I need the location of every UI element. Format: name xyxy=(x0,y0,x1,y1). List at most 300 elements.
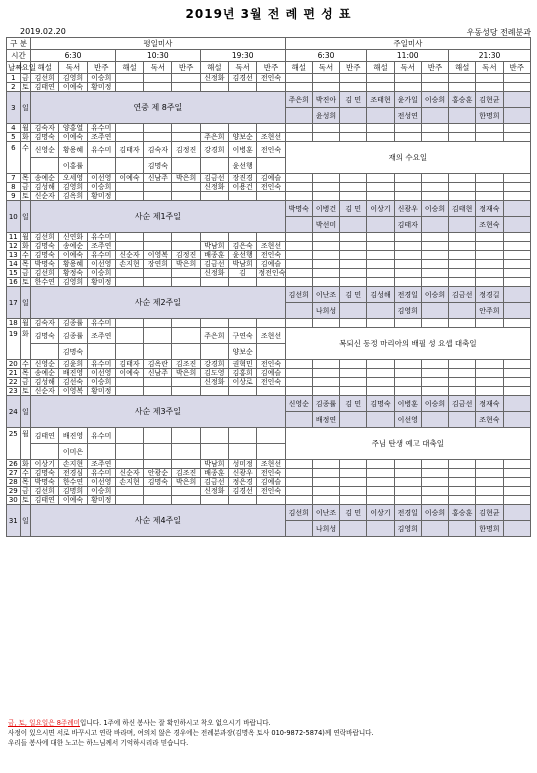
role-cell xyxy=(449,521,476,537)
role-cell xyxy=(421,369,448,378)
role-cell: 배종훈 xyxy=(200,469,228,478)
role-cell xyxy=(340,251,367,260)
role-cell xyxy=(367,74,394,83)
role-cell xyxy=(285,133,312,142)
role-cell xyxy=(285,496,312,505)
role-cell: 박은희 xyxy=(172,369,200,378)
role-cell: 신광우 xyxy=(394,201,421,217)
header-role: 반주 xyxy=(172,62,200,74)
role-cell xyxy=(421,83,448,92)
role-cell xyxy=(144,269,172,278)
role-cell: 신순자 xyxy=(31,387,59,396)
role-cell xyxy=(172,233,200,242)
role-cell xyxy=(503,201,530,217)
role-cell xyxy=(144,344,172,360)
day-number: 6 xyxy=(7,142,21,174)
schedule-row xyxy=(7,469,531,478)
role-cell xyxy=(503,217,530,233)
role-cell xyxy=(340,242,367,251)
role-cell xyxy=(449,369,476,378)
role-cell: 이예숙 xyxy=(59,251,87,260)
role-cell xyxy=(394,251,421,260)
role-cell: 윤가일 xyxy=(394,92,421,108)
role-cell: 손지현 xyxy=(115,260,143,269)
role-cell xyxy=(367,378,394,387)
role-cell xyxy=(172,387,200,396)
role-cell xyxy=(503,108,530,124)
role-cell: 양보순 xyxy=(229,344,257,360)
role-cell xyxy=(503,133,530,142)
day-number: 17 xyxy=(7,287,21,319)
role-cell xyxy=(340,469,367,478)
schedule-row xyxy=(7,174,531,183)
role-cell xyxy=(31,344,59,360)
day-number: 5 xyxy=(7,133,21,142)
role-cell xyxy=(115,183,143,192)
role-cell xyxy=(31,158,59,174)
role-cell xyxy=(312,260,339,269)
role-cell xyxy=(312,83,339,92)
role-cell: 김태자 xyxy=(394,217,421,233)
day-number: 29 xyxy=(7,487,21,496)
role-cell xyxy=(449,192,476,201)
role-cell xyxy=(200,387,228,396)
role-cell xyxy=(367,469,394,478)
role-cell xyxy=(449,251,476,260)
role-cell: 성미정 xyxy=(229,460,257,469)
role-cell xyxy=(115,387,143,396)
roles-row xyxy=(7,62,531,74)
role-cell xyxy=(394,192,421,201)
role-cell xyxy=(257,233,285,242)
role-cell: 전인숙 xyxy=(257,487,285,496)
role-cell: 김태연 xyxy=(31,83,59,92)
role-cell: 신남주 xyxy=(144,369,172,378)
role-cell xyxy=(394,83,421,92)
role-cell xyxy=(503,124,530,133)
header-role: 반주 xyxy=(87,62,115,74)
role-cell: 황정숙 xyxy=(59,269,87,278)
role-cell: 박남희 xyxy=(200,242,228,251)
note-line-1 xyxy=(8,718,533,728)
role-cell xyxy=(312,360,339,369)
role-cell: 조주연 xyxy=(87,460,115,469)
role-cell: 김태현 xyxy=(449,201,476,217)
schedule-row xyxy=(7,124,531,133)
role-cell: 김명숙 xyxy=(367,396,394,412)
role-cell xyxy=(285,74,312,83)
role-cell xyxy=(144,83,172,92)
role-cell xyxy=(476,378,503,387)
role-cell: 김성해 xyxy=(31,183,59,192)
role-cell xyxy=(367,133,394,142)
role-cell xyxy=(115,133,143,142)
role-cell xyxy=(312,378,339,387)
role-cell xyxy=(200,444,228,460)
role-cell xyxy=(229,83,257,92)
day-number: 28 xyxy=(7,478,21,487)
role-cell xyxy=(503,496,530,505)
role-cell: 김태자 xyxy=(115,360,143,369)
role-cell xyxy=(172,242,200,251)
role-cell xyxy=(257,344,285,360)
role-cell xyxy=(421,174,448,183)
header-time-slot: 6:30 xyxy=(285,50,367,62)
role-cell: 이선영 xyxy=(394,412,421,428)
role-cell xyxy=(172,328,200,344)
role-cell xyxy=(449,242,476,251)
role-cell xyxy=(144,74,172,83)
role-cell: 김예슬 xyxy=(257,260,285,269)
role-cell: 김금선 xyxy=(200,174,228,183)
day-of-week: 금 xyxy=(21,269,29,277)
role-cell xyxy=(285,233,312,242)
header-role: 반주 xyxy=(257,62,285,74)
role-cell xyxy=(421,303,448,319)
role-cell xyxy=(449,478,476,487)
role-cell: 장연희 xyxy=(144,260,172,269)
role-cell xyxy=(449,469,476,478)
role-cell xyxy=(449,269,476,278)
role-cell xyxy=(367,478,394,487)
role-cell: 이예숙 xyxy=(59,496,87,505)
role-cell xyxy=(340,412,367,428)
role-cell xyxy=(503,396,530,412)
role-cell xyxy=(476,74,503,83)
role-cell xyxy=(476,487,503,496)
role-cell xyxy=(421,460,448,469)
role-cell xyxy=(285,478,312,487)
role-cell xyxy=(394,124,421,133)
role-cell xyxy=(421,192,448,201)
role-cell: 송예순 xyxy=(31,369,59,378)
role-cell xyxy=(476,496,503,505)
role-cell: 김영희 xyxy=(59,278,87,287)
role-cell xyxy=(229,428,257,444)
role-cell: 전경심 xyxy=(59,469,87,478)
role-cell: 주은희 xyxy=(285,92,312,108)
role-cell: 박명숙 xyxy=(285,201,312,217)
role-cell xyxy=(87,444,115,460)
role-cell xyxy=(200,428,228,444)
role-cell: 김금선 xyxy=(200,478,228,487)
role-cell xyxy=(285,242,312,251)
role-cell: 전경일 xyxy=(394,287,421,303)
role-cell: 황미정 xyxy=(87,83,115,92)
role-cell xyxy=(312,460,339,469)
role-cell xyxy=(172,378,200,387)
role-cell xyxy=(144,233,172,242)
role-cell: 주은희 xyxy=(200,133,228,142)
role-cell: 김현균 xyxy=(476,505,503,521)
role-cell xyxy=(340,260,367,269)
role-cell xyxy=(421,378,448,387)
role-cell xyxy=(312,496,339,505)
role-cell: 박명숙 xyxy=(31,260,59,269)
role-cell xyxy=(200,319,228,328)
role-cell xyxy=(115,460,143,469)
day-of-week: 수 xyxy=(21,469,29,477)
role-cell: 이예숙 xyxy=(115,174,143,183)
role-cell: 김 민 xyxy=(340,396,367,412)
sunday-label: 사순 제3주일 xyxy=(31,396,286,428)
role-cell: 이선영 xyxy=(87,260,115,269)
role-cell: 김명숙 xyxy=(144,478,172,487)
role-cell xyxy=(503,378,530,387)
role-cell xyxy=(421,387,448,396)
role-cell: 김선숙 xyxy=(59,378,87,387)
role-cell: 한수연 xyxy=(31,278,59,287)
role-cell: 양홍열 xyxy=(59,124,87,133)
role-cell xyxy=(449,83,476,92)
schedule-row xyxy=(7,487,531,496)
role-cell xyxy=(144,444,172,460)
role-cell xyxy=(421,124,448,133)
role-cell xyxy=(421,360,448,369)
role-cell xyxy=(200,83,228,92)
role-cell: 홍승훈 xyxy=(449,92,476,108)
role-cell xyxy=(257,158,285,174)
role-cell xyxy=(503,83,530,92)
role-cell xyxy=(476,478,503,487)
day-number: 12 xyxy=(7,242,21,251)
role-cell: 강경희 xyxy=(200,360,228,369)
role-cell xyxy=(503,369,530,378)
role-cell xyxy=(312,242,339,251)
role-cell: 안광순 xyxy=(144,469,172,478)
role-cell xyxy=(340,133,367,142)
role-cell xyxy=(476,269,503,278)
role-cell xyxy=(421,183,448,192)
role-cell: 배진영 xyxy=(59,369,87,378)
schedule-row xyxy=(7,387,531,396)
day-number: 21 xyxy=(7,369,21,378)
role-cell: 정재숙 xyxy=(476,396,503,412)
role-cell: 홍승훈 xyxy=(449,505,476,521)
role-cell xyxy=(285,487,312,496)
role-cell xyxy=(421,487,448,496)
role-cell xyxy=(367,242,394,251)
role-cell: 신순자 xyxy=(115,251,143,260)
role-cell xyxy=(87,158,115,174)
role-cell xyxy=(172,124,200,133)
role-cell xyxy=(115,344,143,360)
role-cell xyxy=(421,521,448,537)
role-cell xyxy=(285,412,312,428)
role-cell: 배정연 xyxy=(312,412,339,428)
role-cell xyxy=(229,124,257,133)
role-cell xyxy=(421,108,448,124)
role-cell: 이병훈 xyxy=(229,142,257,158)
role-cell: 신정화 xyxy=(200,74,228,83)
role-cell xyxy=(367,496,394,505)
role-cell xyxy=(394,183,421,192)
day-of-week: 목 xyxy=(21,478,29,486)
header-date: 날짜 xyxy=(8,62,23,72)
day-number: 31 xyxy=(7,505,21,537)
role-cell xyxy=(367,269,394,278)
role-cell xyxy=(115,444,143,460)
role-cell xyxy=(503,242,530,251)
role-cell: 유수미 xyxy=(87,319,115,328)
header-role: 반주 xyxy=(340,62,367,74)
role-cell: 주은희 xyxy=(200,328,228,344)
sunday-label: 사순 제4주일 xyxy=(31,505,286,537)
role-cell xyxy=(312,192,339,201)
role-cell: 조주연 xyxy=(87,328,115,344)
role-cell xyxy=(503,233,530,242)
role-cell xyxy=(144,387,172,396)
role-cell: 이난조 xyxy=(312,505,339,521)
role-cell xyxy=(503,469,530,478)
day-number: 7 xyxy=(7,174,21,183)
day-number: 15 xyxy=(7,269,21,278)
schedule-row xyxy=(7,242,531,251)
role-cell: 유수미 xyxy=(87,469,115,478)
role-cell xyxy=(367,124,394,133)
sunday-label: 연중 제 8주일 xyxy=(31,92,286,124)
role-cell: 김숙자 xyxy=(144,142,172,158)
header-role: 독서 xyxy=(144,62,172,74)
role-cell: 김 민 xyxy=(340,287,367,303)
role-cell: 김 민 xyxy=(340,92,367,108)
role-cell xyxy=(394,174,421,183)
role-cell xyxy=(115,378,143,387)
role-cell xyxy=(257,124,285,133)
role-cell: 이승희 xyxy=(421,287,448,303)
role-cell: 김숙자 xyxy=(31,319,59,328)
role-cell: 신영순 xyxy=(31,360,59,369)
role-cell: 김금선 xyxy=(200,260,228,269)
role-cell: 전인숙 xyxy=(257,378,285,387)
schedule-row xyxy=(7,183,531,192)
day-of-week: 일 xyxy=(20,287,30,319)
role-cell xyxy=(449,183,476,192)
role-cell xyxy=(476,319,503,328)
schedule-row xyxy=(7,83,531,92)
role-cell: 오세영 xyxy=(59,174,87,183)
schedule-row xyxy=(7,192,531,201)
role-cell xyxy=(367,217,394,233)
day-number: 2 xyxy=(7,83,21,92)
role-cell xyxy=(340,387,367,396)
role-cell xyxy=(229,496,257,505)
note-text: 입니다. 1주에 하신 봉사는 잘 확인하시고 착오 없으시기 바랍니다. xyxy=(80,719,271,727)
role-cell: 신광우 xyxy=(229,469,257,478)
role-cell xyxy=(200,158,228,174)
header-role: 해설 xyxy=(31,62,59,74)
role-cell: 구연숙 xyxy=(229,328,257,344)
role-cell xyxy=(144,319,172,328)
role-cell xyxy=(340,217,367,233)
role-cell xyxy=(144,124,172,133)
day-of-week: 금 xyxy=(21,183,29,191)
role-cell: 박은희 xyxy=(172,260,200,269)
role-cell xyxy=(394,378,421,387)
role-cell xyxy=(449,487,476,496)
day-of-week: 일 xyxy=(20,396,30,428)
role-cell xyxy=(503,74,530,83)
role-cell xyxy=(476,251,503,260)
role-cell xyxy=(285,124,312,133)
role-cell xyxy=(367,278,394,287)
role-cell: 박남희 xyxy=(200,460,228,469)
role-cell xyxy=(312,233,339,242)
role-cell: 황용혜 xyxy=(59,142,87,158)
role-cell xyxy=(144,242,172,251)
schedule-row xyxy=(7,328,531,344)
role-cell xyxy=(312,124,339,133)
day-number: 26 xyxy=(7,460,21,469)
role-cell xyxy=(285,174,312,183)
role-cell xyxy=(503,505,530,521)
role-cell: 배진영 xyxy=(59,428,87,444)
role-cell: 김옥란 xyxy=(144,360,172,369)
role-cell xyxy=(115,487,143,496)
role-cell xyxy=(340,278,367,287)
role-cell: 유수미 xyxy=(87,233,115,242)
role-cell: 박선미 xyxy=(312,217,339,233)
role-cell xyxy=(257,496,285,505)
role-cell xyxy=(340,360,367,369)
day-of-week: 월 xyxy=(21,319,29,327)
schedule-row-sunday xyxy=(7,92,531,108)
day-number: 9 xyxy=(7,192,21,201)
day-of-week: 수 xyxy=(21,360,29,368)
role-cell xyxy=(421,496,448,505)
role-cell xyxy=(449,303,476,319)
role-cell: 이승희 xyxy=(87,487,115,496)
day-of-week: 토 xyxy=(21,496,29,504)
role-cell xyxy=(312,319,339,328)
role-cell xyxy=(367,233,394,242)
role-cell xyxy=(285,521,312,537)
role-cell: 유수미 xyxy=(87,124,115,133)
role-cell: 전성연 xyxy=(394,108,421,124)
role-cell: 김경선 xyxy=(229,74,257,83)
schedule-row-sunday xyxy=(7,201,531,217)
role-cell: 송예순 xyxy=(31,174,59,183)
role-cell: 한명희 xyxy=(476,108,503,124)
role-cell: 김예슬 xyxy=(257,478,285,487)
role-cell xyxy=(172,496,200,505)
role-cell xyxy=(340,460,367,469)
role-cell xyxy=(449,133,476,142)
role-cell: 박은희 xyxy=(172,478,200,487)
role-cell: 박은희 xyxy=(172,174,200,183)
role-cell xyxy=(312,387,339,396)
role-cell: 조주연 xyxy=(87,242,115,251)
role-cell: 유수미 xyxy=(87,142,115,158)
role-cell xyxy=(367,487,394,496)
role-cell: 이미은 xyxy=(59,444,87,460)
day-of-week: 토 xyxy=(21,387,29,395)
role-cell xyxy=(172,74,200,83)
role-cell: 이난조 xyxy=(312,287,339,303)
role-cell xyxy=(394,319,421,328)
header-role: 독서 xyxy=(312,62,339,74)
header-role: 해설 xyxy=(200,62,228,74)
role-cell: 이승희 xyxy=(421,201,448,217)
day-of-week: 토 xyxy=(21,83,29,91)
role-cell xyxy=(144,487,172,496)
role-cell xyxy=(257,387,285,396)
role-cell xyxy=(503,487,530,496)
role-cell xyxy=(285,378,312,387)
role-cell: 김명희 xyxy=(59,487,87,496)
role-cell xyxy=(476,387,503,396)
role-cell xyxy=(115,319,143,328)
